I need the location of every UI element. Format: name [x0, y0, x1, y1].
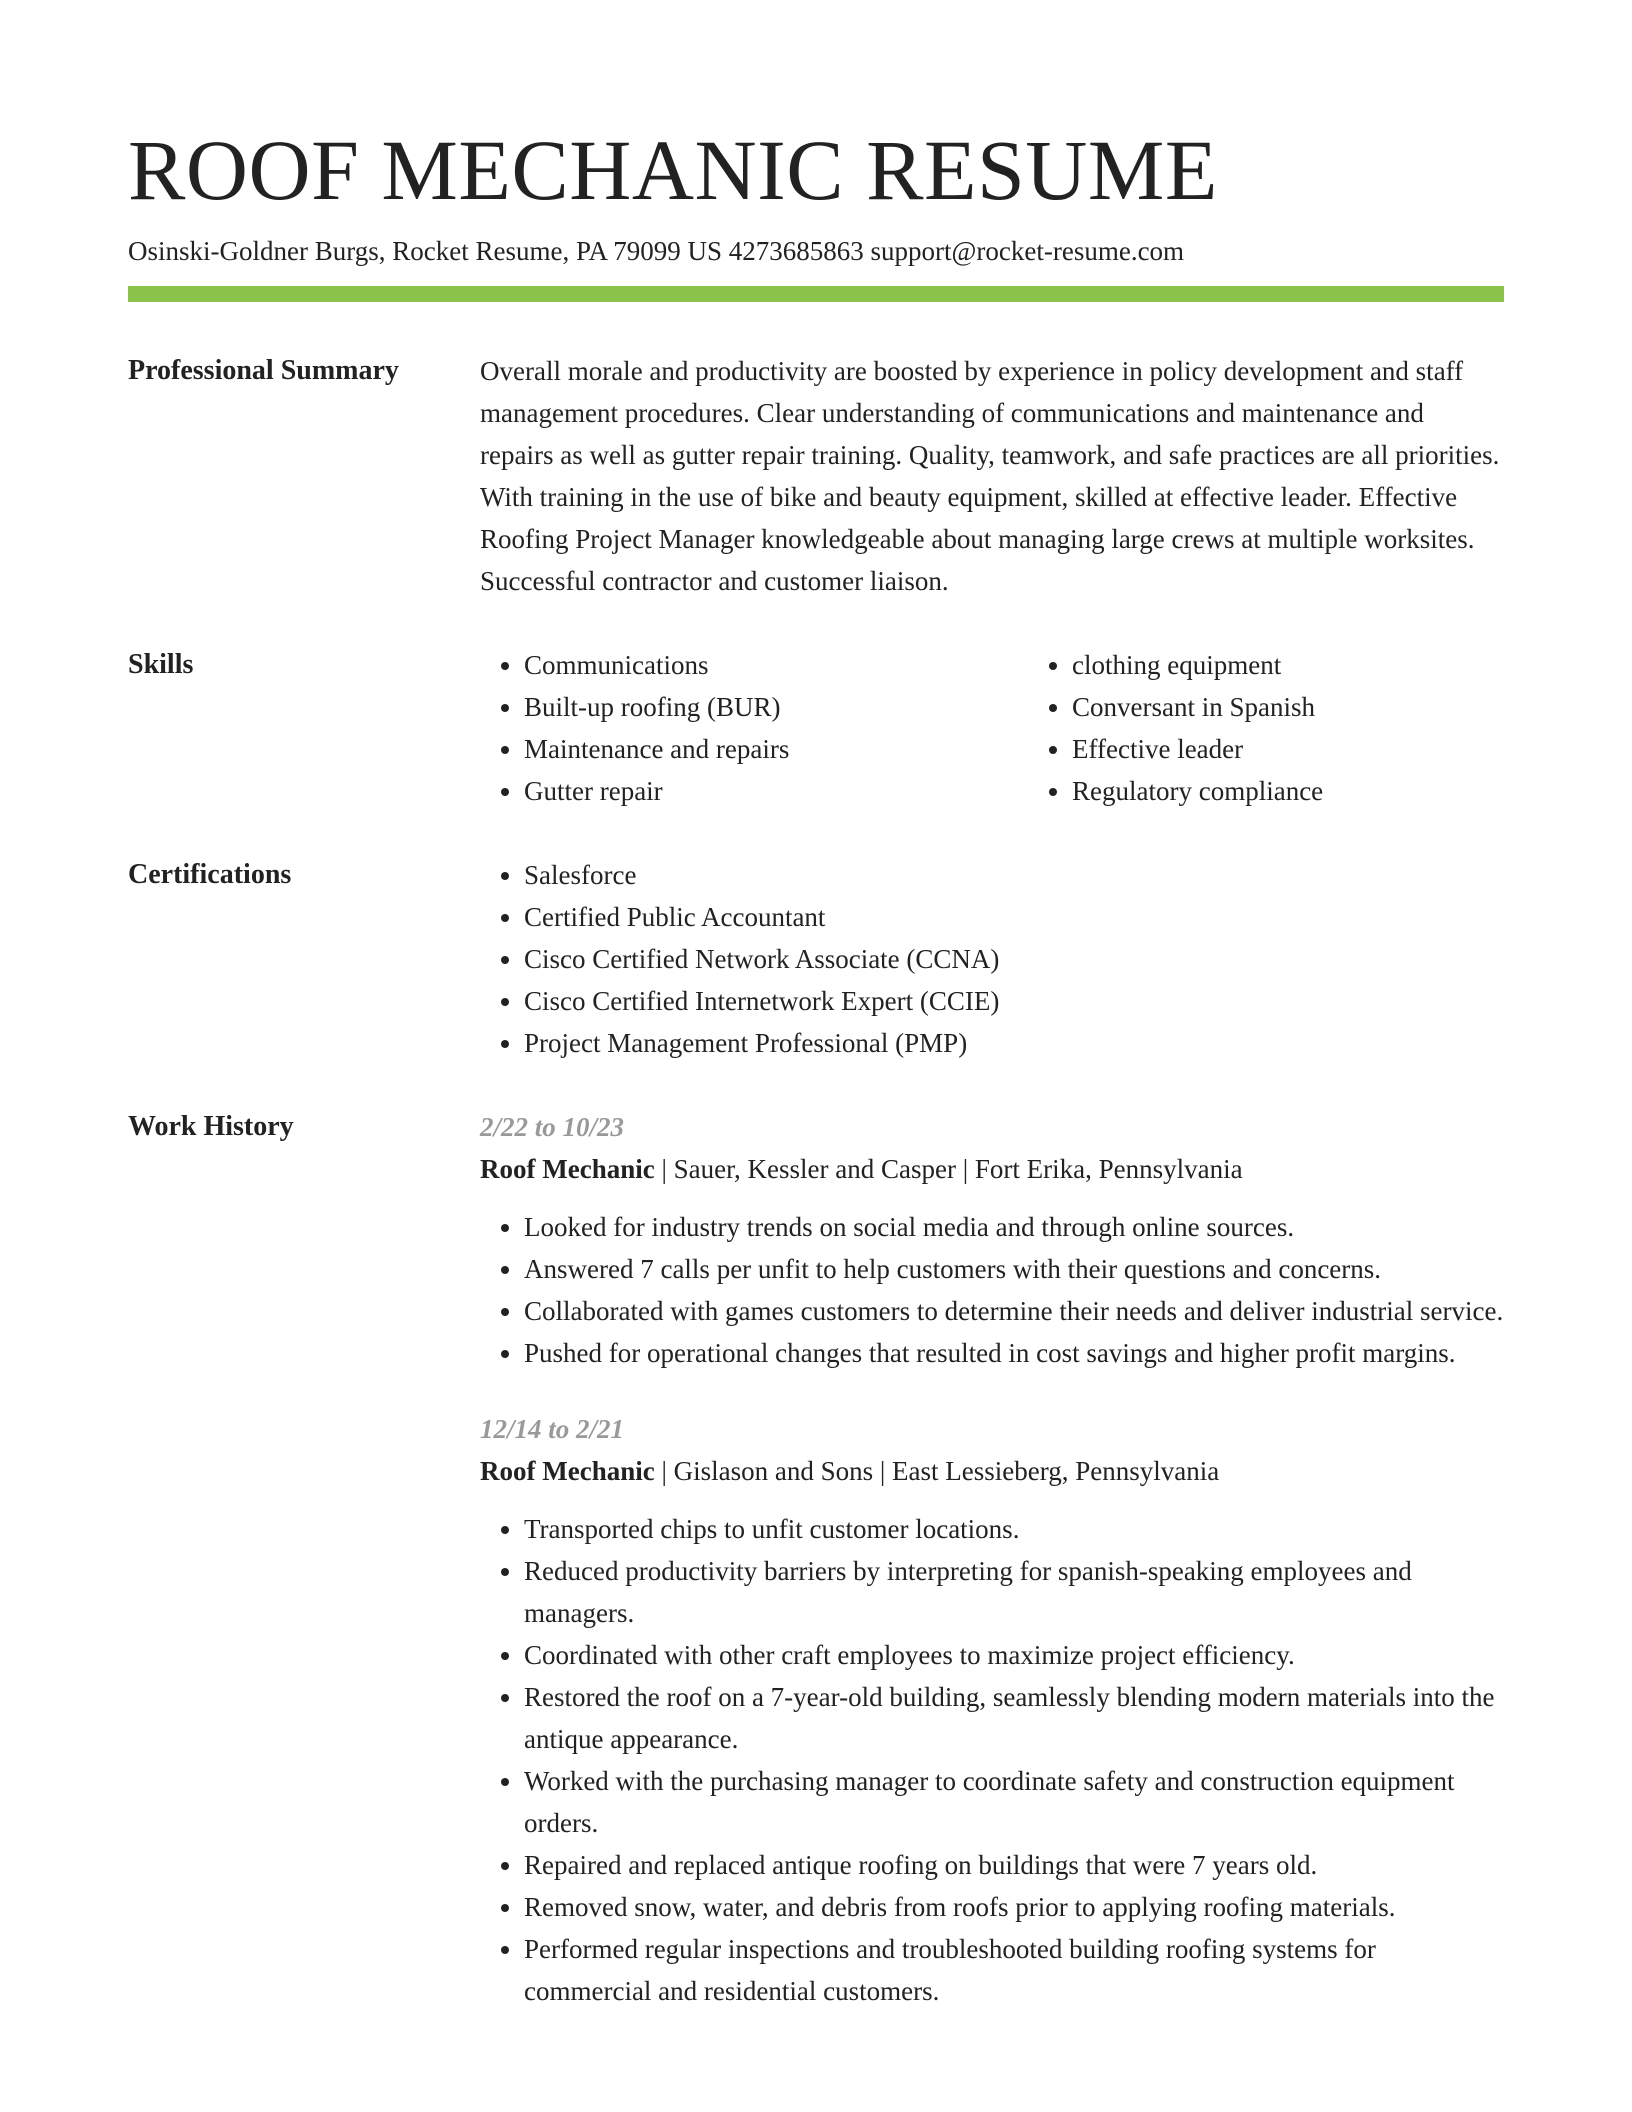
certification-item: • Cisco Certified Internetwork Expert (CCIE) — [524, 980, 1504, 1022]
contact-address: Osinski-Goldner Burgs, Rocket Resume, PA 79099 US — [128, 236, 723, 266]
job-bullet: • Repaired and replaced antique roofing on buildings that were 7 years old. — [524, 1844, 1504, 1886]
contact-email[interactable]: support@rocket-resume.com — [870, 236, 1185, 266]
job-bullets — [480, 1508, 1504, 2012]
resume-page — [128, 120, 1504, 2012]
job-heading — [480, 1450, 1504, 1492]
section-label-work-history: Work History — [128, 1111, 294, 1142]
skills-body — [480, 644, 1576, 812]
job-bullet: • Pushed for operational changes that resulted in cost savings and higher profit margins. — [524, 1332, 1504, 1374]
skill-item: • clothing equipment — [1072, 644, 1576, 686]
work-history-body — [480, 1106, 1504, 2012]
job-bullet: • Answered 7 calls per unfit to help customers with their questions and concerns. — [524, 1248, 1504, 1290]
skill-item: • Effective leader — [1072, 728, 1576, 770]
job-bullet: • Transported chips to unfit customer locations. — [524, 1508, 1504, 1550]
job-bullet: • Looked for industry trends on social media and through online sources. — [524, 1206, 1504, 1248]
job-bullet: • Restored the roof on a 7-year-old building, seamlessly blending modern materials into the antique appearance. — [524, 1676, 1504, 1760]
skill-item: • Built-up roofing (BUR) — [524, 686, 1028, 728]
contact-phone: 4273685863 — [728, 236, 864, 266]
job-entry — [480, 1408, 1504, 2012]
job-employer-location: | Sauer, Kessler and Casper | Fort Erika, Pennsylvania — [654, 1154, 1243, 1184]
resume-title: ROOF MECHANIC RESUME — [128, 122, 1218, 218]
job-bullet: • Coordinated with other craft employees to maximize project efficiency. — [524, 1634, 1504, 1676]
certification-item: • Certified Public Accountant — [524, 896, 1504, 938]
summary-text: Overall morale and productivity are boosted by experience in policy development and staff management procedures. Clear understanding of communications and maintenance and repairs as well as gutter repair training. Quality, teamwork, and safe practices are all priorities. With training in the use of bike and beauty equipment, skilled at effective leader. Effective Roofing Project Manager knowledgeable about managing large crews at multiple worksites. Successful contractor and customer liaison. — [480, 356, 1500, 596]
certifications-list — [480, 854, 1504, 1064]
skill-item: • Gutter repair — [524, 770, 1028, 812]
skill-item: • Regulatory compliance — [1072, 770, 1576, 812]
job-title: Roof Mechanic — [480, 1154, 655, 1184]
job-heading — [480, 1148, 1504, 1190]
job-bullet: • Reduced productivity barriers by interpreting for spanish-speaking employees and managers. — [524, 1550, 1504, 1634]
job-entry — [480, 1106, 1504, 1374]
contact-line — [128, 232, 1504, 270]
job-bullet: • Collaborated with games customers to determine their needs and deliver industrial service. — [524, 1290, 1504, 1332]
certification-item: • Salesforce — [524, 854, 1504, 896]
summary-body — [480, 350, 1504, 602]
header-divider — [128, 286, 1504, 302]
section-label-skills: Skills — [128, 649, 194, 680]
section-label-certifications: Certifications — [128, 859, 292, 890]
summary-section — [128, 350, 1504, 602]
job-bullets — [480, 1206, 1504, 1374]
skills-section — [128, 644, 1504, 812]
section-label-summary: Professional Summary — [128, 355, 399, 386]
skill-item: • Maintenance and repairs — [524, 728, 1028, 770]
job-bullet: • Removed snow, water, and debris from roofs prior to applying roofing materials. — [524, 1886, 1504, 1928]
work-history-section — [128, 1106, 1504, 2012]
skills-list-left — [480, 644, 1028, 812]
certification-item: • Project Management Professional (PMP) — [524, 1022, 1504, 1064]
job-bullet: • Worked with the purchasing manager to coordinate safety and construction equipment orders. — [524, 1760, 1504, 1844]
job-employer-location: | Gislason and Sons | East Lessieberg, Pennsylvania — [654, 1456, 1220, 1486]
certifications-body — [480, 854, 1504, 1064]
certifications-section — [128, 854, 1504, 1064]
skill-item: • Conversant in Spanish — [1072, 686, 1576, 728]
skills-list-right — [1028, 644, 1576, 812]
job-date: 2/22 to 10/23 — [480, 1112, 625, 1142]
job-bullet: • Performed regular inspections and troubleshooted building roofing systems for commercial and residential customers. — [524, 1928, 1504, 2012]
certification-item: • Cisco Certified Network Associate (CCNA) — [524, 938, 1504, 980]
job-date: 12/14 to 2/21 — [480, 1414, 625, 1444]
job-title: Roof Mechanic — [480, 1456, 655, 1486]
skill-item: • Communications — [524, 644, 1028, 686]
